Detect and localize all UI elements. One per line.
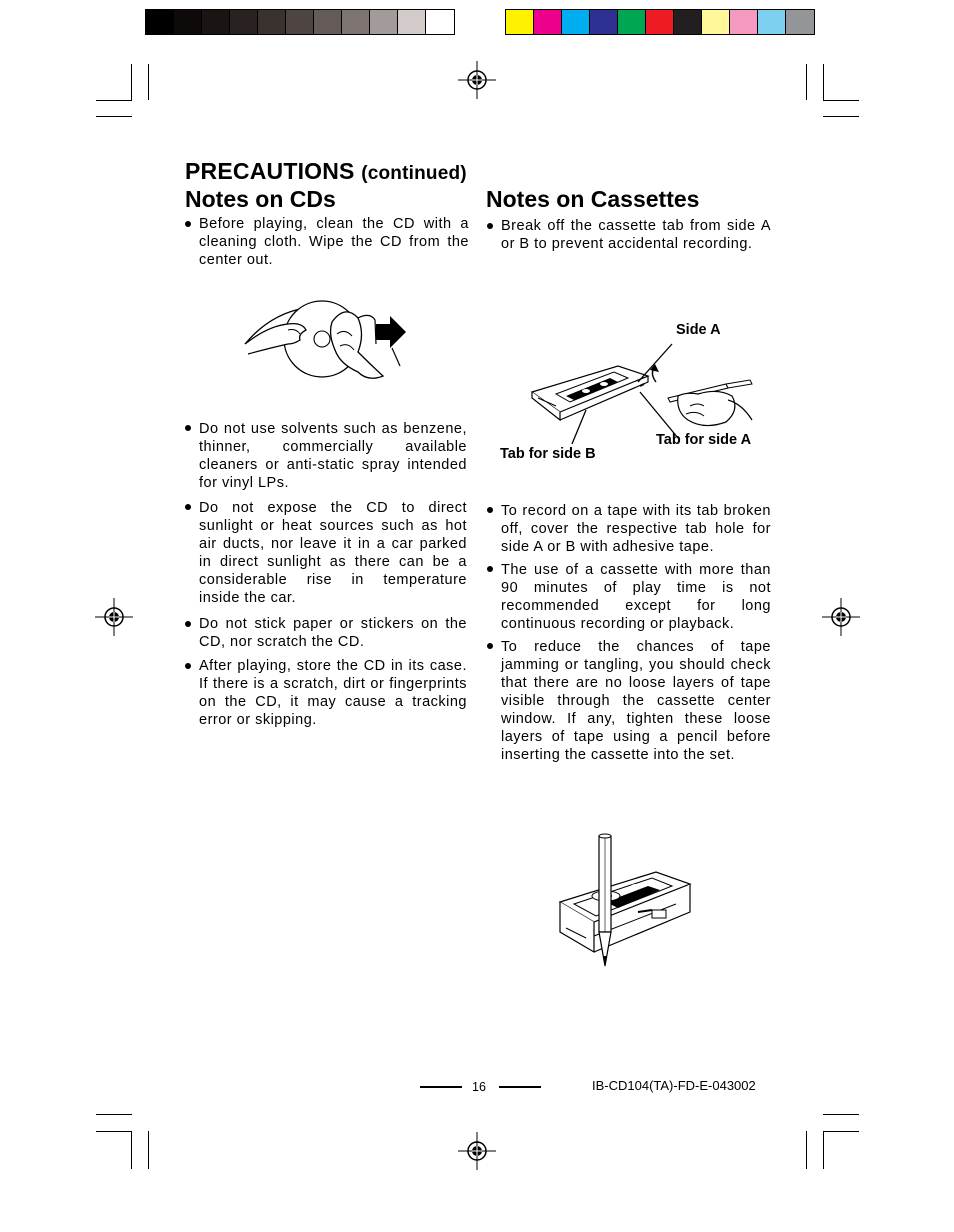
cassette-note-4: To reduce the chances of tape jamming or tangling, you should check that there are no loose layers of tape visible through the cassette center window. If any, tighten these loose layers of tape using a pencil before inserting the cassette into the set. — [501, 639, 771, 763]
color-swatch — [314, 10, 342, 34]
color-swatch — [618, 10, 646, 34]
cd-note-2: Do not use solvents such as benzene, thinner, commercially available cleaners or anti-static spray intended for vinyl LPs. — [199, 421, 467, 491]
page-number: 16 — [472, 1080, 486, 1094]
color-swatch — [342, 10, 370, 34]
document-code: IB-CD104(TA)-FD-E-043002 — [592, 1078, 756, 1093]
color-swatch — [146, 10, 174, 34]
color-swatch — [370, 10, 398, 34]
bullet — [487, 643, 493, 649]
crop-mark — [131, 64, 132, 100]
bullet — [185, 621, 191, 627]
crop-mark — [806, 1131, 807, 1169]
page-title — [185, 158, 467, 185]
crop-mark — [148, 64, 149, 100]
bullet — [487, 507, 493, 513]
registration-mark-bottom — [458, 1132, 496, 1170]
color-swatch — [758, 10, 786, 34]
crop-mark — [823, 100, 859, 101]
color-swatch — [646, 10, 674, 34]
bullet — [185, 221, 191, 227]
color-swatch — [398, 10, 426, 34]
registration-mark-right — [822, 598, 860, 636]
color-swatch — [426, 10, 454, 34]
crop-mark — [823, 116, 859, 117]
crop-mark — [823, 1114, 859, 1115]
cassette-note-3: The use of a cassette with more than 90 minutes of play time is not recommended except for long continuous recording or playback. — [501, 562, 771, 632]
crop-mark — [148, 1131, 149, 1169]
bullet — [185, 663, 191, 669]
color-swatch — [258, 10, 286, 34]
color-swatch — [534, 10, 562, 34]
cds-section-title: Notes on CDs — [185, 186, 336, 212]
color-swatch — [202, 10, 230, 34]
registration-mark-left — [95, 598, 133, 636]
cd-note-5: After playing, store the CD in its case. If there is a scratch, dirt or fingerprints on the CD, it may cause a tracking error or skipping. — [199, 658, 467, 728]
cd-note-4: Do not stick paper or stickers on the CD, nor scratch the CD. — [199, 616, 467, 650]
crop-mark — [131, 1131, 132, 1169]
color-swatch — [702, 10, 730, 34]
cd-note-1: Before playing, clean the CD with a cleaning cloth. Wipe the CD from the center out. — [199, 216, 469, 268]
color-swatch — [562, 10, 590, 34]
label-side-a: Side A — [676, 322, 721, 338]
cassette-note-1: Break off the cassette tab from side A or B to prevent accidental recording. — [501, 218, 771, 252]
color-swatch — [786, 10, 814, 34]
grayscale-bar — [145, 9, 455, 35]
crop-mark — [96, 116, 132, 117]
crop-mark — [96, 1114, 132, 1115]
footer-rule-left — [420, 1086, 462, 1088]
process-color-bar — [505, 9, 815, 35]
crop-mark — [823, 64, 824, 100]
label-tab-side-b: Tab for side B — [500, 446, 596, 462]
color-swatch — [286, 10, 314, 34]
bullet — [185, 504, 191, 510]
cassette-note-2: To record on a tape with its tab broken off, cover the respective tab hole for side A or B with adhesive tape. — [501, 503, 771, 555]
bullet — [185, 425, 191, 431]
registration-mark-top — [458, 61, 496, 99]
crop-mark — [823, 1131, 859, 1132]
cd-note-3: Do not expose the CD to direct sunlight or heat sources such as hot air ducts, nor leave it in a car parked in direct sunlight as there can be a considerable rise in temperature inside the car. — [199, 500, 467, 606]
color-swatch — [730, 10, 758, 34]
color-swatch — [674, 10, 702, 34]
crop-mark — [823, 1131, 824, 1169]
cd-cleaning-illustration — [240, 294, 410, 384]
color-swatch — [590, 10, 618, 34]
color-swatch — [174, 10, 202, 34]
color-swatch — [230, 10, 258, 34]
page-title-continued: (continued) — [361, 163, 467, 184]
page-title-text: PRECAUTIONS — [185, 158, 355, 184]
crop-mark — [96, 1131, 132, 1132]
bullet — [487, 223, 493, 229]
cassettes-section-title: Notes on Cassettes — [486, 186, 700, 212]
cassette-pencil-illustration — [556, 832, 696, 968]
label-tab-side-a: Tab for side A — [656, 432, 752, 448]
footer-rule-right — [499, 1086, 541, 1088]
crop-mark — [806, 64, 807, 100]
crop-mark — [96, 100, 132, 101]
color-swatch — [506, 10, 534, 34]
bullet — [487, 566, 493, 572]
